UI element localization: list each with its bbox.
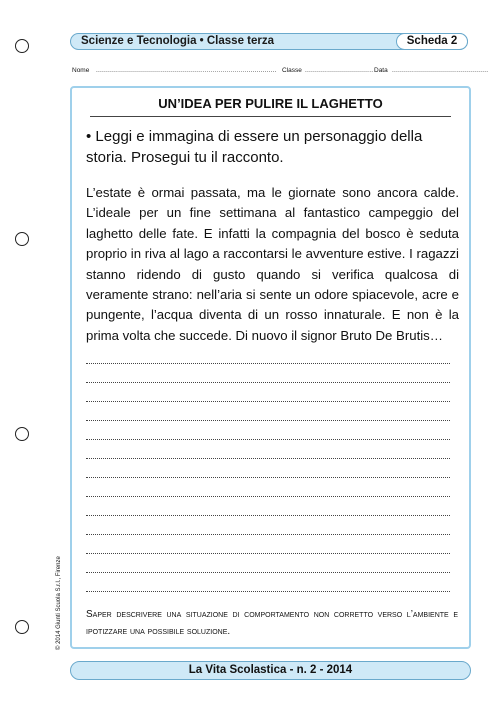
worksheet-title: UN’IDEA PER PULIRE IL LAGHETTO (158, 96, 383, 111)
writing-line[interactable] (86, 553, 450, 554)
writing-line[interactable] (86, 477, 450, 478)
class-field[interactable]: .................................. (305, 67, 374, 74)
writing-line[interactable] (86, 515, 450, 516)
writing-line[interactable] (86, 363, 450, 364)
story-text: L’estate è ormai passata, ma le giornate sono ancora calde. L’ideale per un fine settimana al fantastico campeggio del laghetto delle fate. E infatti la compagnia del bosco è seduta proprio in riva al lago a raccontarsi le avventure estive. I ragazzi stanno ridendo di gusto quando si verifica qualcosa di veramente strano: nell’aria si sente un odore spiacevole, acre e pungente, l’acqua diventa di un rosso innaturale. E non è la prima volta che succede. Di nuovo il signor Bruto De Brutis… (86, 185, 459, 343)
writing-line[interactable] (86, 439, 450, 440)
writing-line[interactable] (86, 420, 450, 421)
writing-line[interactable] (86, 496, 450, 497)
writing-line[interactable] (86, 401, 450, 402)
binder-hole-4 (15, 620, 29, 634)
binder-hole-2 (15, 232, 29, 246)
binder-hole-1 (15, 39, 29, 53)
header-bar (70, 33, 468, 50)
subject-label: Scienze e Tecnologia • Classe terza (81, 35, 275, 47)
worksheet-frame (70, 86, 471, 649)
instruction-text: • Leggi e immagina di essere un personaggio della storia. Prosegui tu il racconto. (86, 128, 423, 166)
writing-line[interactable] (86, 458, 450, 459)
binder-hole-3 (15, 427, 29, 441)
copyright-notice: © 2014 Giunti Scuola S.r.l., Firenze (56, 556, 62, 650)
writing-line[interactable] (86, 534, 450, 535)
class-label: Classe (282, 67, 302, 74)
writing-line[interactable] (86, 382, 450, 383)
name-label: Nome (72, 67, 90, 74)
footer-bar: La Vita Scolastica - n. 2 - 2014 (70, 661, 471, 680)
title-underline (90, 116, 451, 117)
writing-line[interactable] (86, 572, 450, 573)
learning-objective: Saper descrivere una situazione di comportamento non corretto verso l’ambiente e ipotizzare una possibile soluzione. (86, 609, 458, 637)
name-field[interactable]: .......................................................................................... (96, 67, 277, 74)
sheet-number: Scheda 2 (396, 33, 468, 50)
date-label: Data (374, 67, 388, 74)
writing-line[interactable] (86, 591, 450, 592)
date-field[interactable]: ................................................ (392, 67, 489, 74)
